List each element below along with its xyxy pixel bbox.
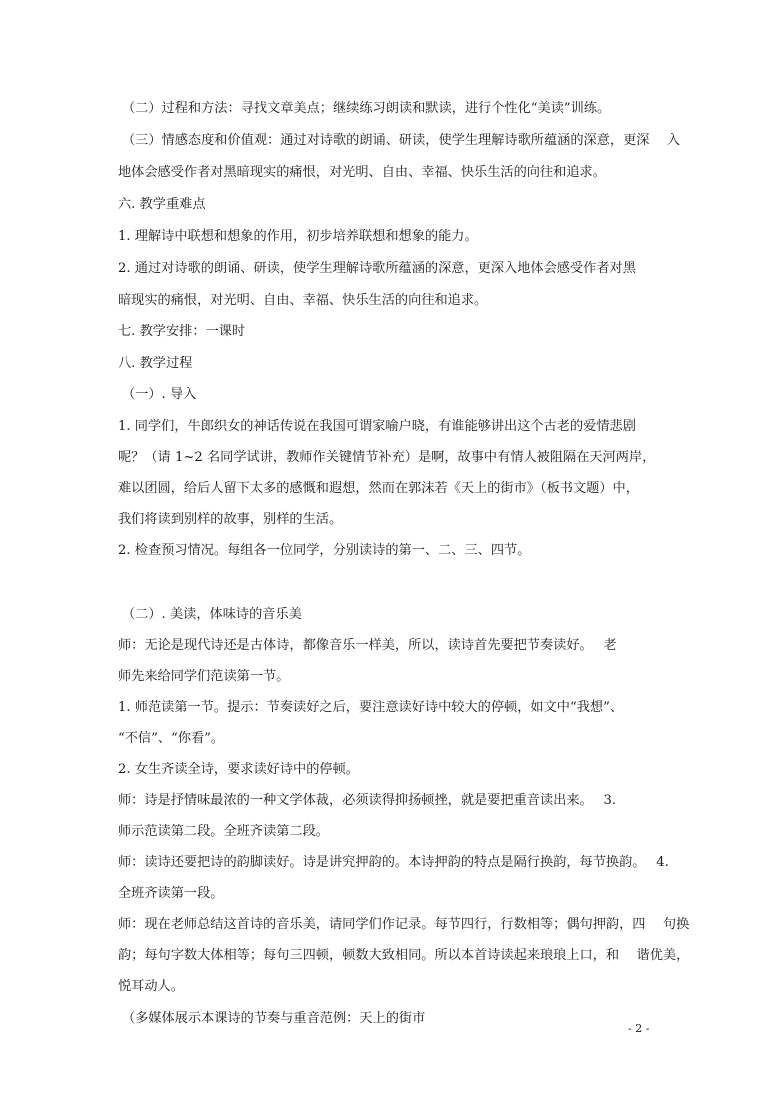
subsection-heading: （二）. 美读，体味诗的音乐美	[122, 607, 302, 622]
doc-line: 师：诗是抒情味最浓的一种文学体裁，必须读得抑扬顿挫，就是要把重音读出来。 3.	[118, 793, 617, 808]
doc-line: 悦耳动人。	[118, 979, 184, 994]
doc-line: 我们将读到别样的故事，别样的生活。	[118, 512, 343, 527]
doc-line: 1. 理解诗中联想和想象的作用，初步培养联想和想象的能力。	[118, 229, 478, 244]
doc-line: 难以团圆，给后人留下太多的感慨和遐想，然而在郭沫若《天上的街市》（板书文题）中，	[118, 481, 639, 496]
doc-line: 师：无论是现代诗还是古体诗，都像音乐一样美，所以，读诗首先要把节奏读好。 老	[118, 638, 617, 653]
subsection-heading: （一）. 导入	[122, 387, 197, 402]
section-heading: 八. 教学过程	[118, 356, 193, 371]
doc-line: 2. 通过对诗歌的朗诵、研读，使学生理解诗歌所蕴涵的深意，更深入地体会感受作者对黑	[118, 261, 636, 276]
doc-line: 师示范读第二段。全班齐读第二段。	[118, 824, 329, 839]
doc-line: 师先来给同学们范读第一节。	[118, 669, 290, 684]
doc-line: （三）情感态度和价值观：通过对诗歌的朗诵、研读，使学生理解诗歌所蕴涵的深意，更深 入	[122, 133, 681, 148]
doc-line: 1. 同学们，牛郎织女的神话传说在我国可谓家喻户晓，有谁能够讲出这个古老的爱情悲剧	[118, 419, 636, 434]
doc-line: 师：读诗还要把诗的韵脚读好。诗是讲究押韵的。本诗押韵的特点是隔行换韵，每节换韵。 4.	[118, 855, 669, 870]
doc-line: 暗现实的痛恨，对光明、自由、幸福、快乐生活的向往和追求。	[118, 293, 488, 308]
doc-line: 2. 女生齐读全诗，要求读好诗中的停顿。	[118, 762, 359, 777]
doc-line: 韵；每句字数大体相等；每句三四顿，顿数大致相同。所以本首诗读起来琅琅上口，和 谐优美，	[118, 948, 690, 963]
doc-line: 呢？（请 1~2 名同学试讲，教师作关键情节补充）是啊，故事中有情人被阻隔在天河两岸，	[118, 450, 656, 465]
doc-line: 地体会感受作者对黑暗现实的痛恨，对光明、自由、幸福、快乐生活的向往和追求。	[118, 165, 606, 180]
doc-line: “不信”、“你看”。	[118, 731, 225, 746]
doc-line: 1. 师范读第一节。提示：节奏读好之后，要注意读好诗中较大的停顿，如文中“我想”、	[118, 700, 624, 715]
doc-line: 2. 检查预习情况。每组各一位同学，分别读诗的第一、二、三、四节。	[118, 543, 531, 558]
doc-line: （多媒体展示本课诗的节奏与重音范例：天上的街市	[122, 1011, 426, 1026]
page-number: - 2 -	[628, 1022, 650, 1035]
doc-line: 全班齐读第一段。	[118, 886, 224, 901]
section-heading: 六. 教学重难点	[118, 197, 206, 212]
doc-line: 师：现在老师总结这首诗的音乐美，请同学们作记录。每节四行，行数相等；偶句押韵，四 句换	[118, 917, 690, 932]
doc-line: （二）过程和方法：寻找文章美点；继续练习朗读和默读，进行个性化“美读”训练。	[122, 101, 611, 116]
section-heading: 七. 教学安排：一课时	[118, 324, 246, 339]
